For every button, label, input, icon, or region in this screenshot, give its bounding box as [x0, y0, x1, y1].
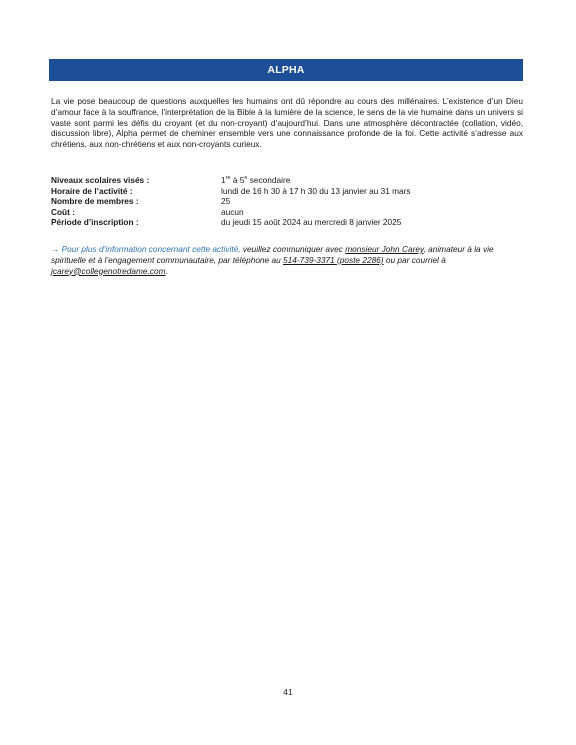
cost-value: aucun [221, 206, 244, 217]
schedule-value: lundi de 16 h 30 à 17 h 30 du 13 janvier au 31 mars [221, 185, 411, 196]
schedule-label: Horaire de l’activité : [51, 185, 133, 196]
detail-row-schedule [51, 186, 523, 197]
info-lead: → Pour plus d’information concernant cette activité, [51, 244, 241, 254]
contact-name-link[interactable]: monsieur John Carey [345, 244, 424, 254]
page-number: 41 [283, 687, 293, 697]
detail-row-levels [51, 175, 523, 186]
detail-row-cost [51, 207, 523, 218]
detail-row-registration [51, 217, 523, 228]
registration-value: du jeudi 15 août 2024 au mercredi 8 janvier 2025 [221, 217, 402, 228]
members-value: 25 [221, 196, 231, 207]
detail-row-members [51, 196, 523, 207]
members-label: Nombre de membres : [51, 196, 139, 207]
section-title-bar [49, 59, 523, 81]
levels-label: Niveaux scolaires visés : [51, 175, 150, 185]
section-title: ALPHA [267, 64, 305, 76]
activity-details [51, 175, 523, 228]
registration-label: Période d’inscription : [51, 217, 139, 228]
phone-link[interactable]: 514-739-3371 (poste 2286) [283, 254, 384, 265]
contact-info-paragraph: → Pour plus d’information concernant cette activité, veuillez communiquer avec monsieur John Carey, animateur à la vie spirituelle et à l’engagement communautaire, par téléphone au 514-739-3371 (poste 2286) ou par courriel à jcarey@collegenotredame.com. [51, 244, 494, 276]
cost-label: Coût : [51, 206, 75, 217]
email-link[interactable]: jcarey@collegenotredame.com [51, 265, 166, 276]
levels-value: 1re à 5e secondaire [221, 175, 291, 185]
intro-paragraph: La vie pose beaucoup de questions auxquelles les humains ont dû répondre au cours des millénaires. L’existence d’un Dieu d’amour face à la souffrance, l’interprétation de la Bible à la lumière de la science, le sens de la vie humaine dans un univers si vaste sont parmi les défis du croyant (et du non-croyant) d’aujourd’hui. Dans une atmosphère décontractée (collation, vidéo, discussion libre), Alpha permet de cheminer ensemble vers une connaissance profonde de la foi. Cette activité s’adresse aux chrétiens, aux non-chrétiens et aux non-croyants curieux. [51, 96, 523, 150]
